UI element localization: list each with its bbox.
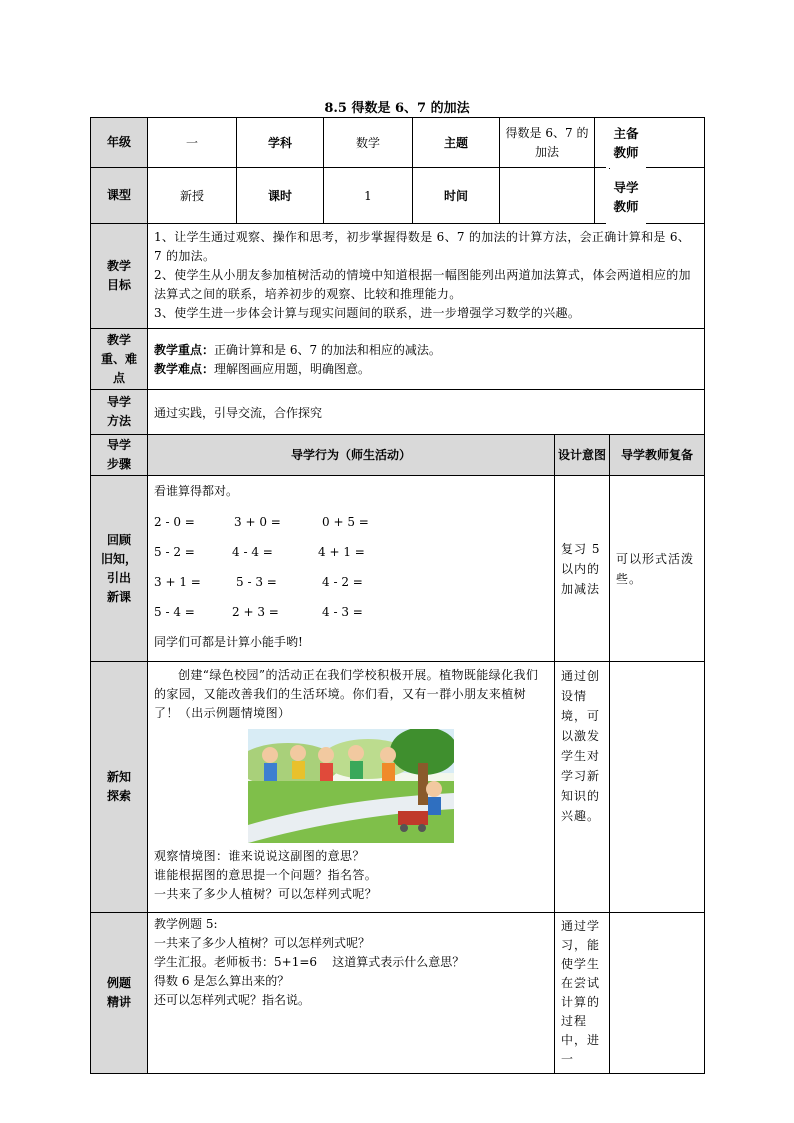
activity-header: 导学行为（师生活动） — [148, 435, 555, 476]
focus-text: 正确计算和是 6、7 的加法和相应的减法。 — [214, 343, 441, 357]
calc-item: 3 + 0 = — [234, 514, 281, 529]
example-line: 一共来了多少人植树？可以怎样列式呢？ — [154, 936, 371, 950]
objectives-row — [91, 224, 705, 329]
calc-item: 4 + 1 = — [318, 544, 365, 559]
explore-intent: 通过创设情境，可以激发学生对学习新知识的兴趣。 — [555, 662, 610, 913]
grade-label: 年级 — [91, 118, 148, 168]
review-prep: 可以形式活泼些。 — [610, 476, 705, 662]
guide-teacher-label: 导学教师 — [606, 169, 646, 224]
explore-label: 新知 探索 — [91, 662, 148, 913]
calc-row — [154, 567, 548, 597]
steps-header-row — [91, 435, 705, 476]
explore-paragraph: 创建“绿色校园”的活动正在我们学校积极开展。植物既能绿化我们的家园，又能改善我们的生活环境。你们看，又有一群小朋友来植树了！（出示例题情境图） — [154, 668, 539, 720]
objectives-content — [148, 224, 705, 329]
objective-item: 2、使学生从小朋友参加植树活动的情境中知道根据一幅图能列出两道加法算式，体会两道相应的加法算式之间的联系，培养初步的观察、比较和推理能力。 — [154, 268, 691, 301]
explore-prep — [610, 662, 705, 913]
explore-question: 一共来了多少人植树？可以怎样列式呢？ — [154, 887, 378, 901]
key-points-content — [148, 329, 705, 390]
methods-label: 导学 方法 — [91, 390, 148, 435]
key-points-row — [91, 329, 705, 390]
period-label: 课时 — [237, 168, 324, 224]
explore-question: 观察情境图：谁来说说这副图的意思？ — [154, 849, 365, 863]
intent-header: 设计意图 — [555, 435, 610, 476]
tree-planting-scene-image — [248, 729, 454, 843]
review-intent: 复习 5 以内的加减法 — [555, 476, 610, 662]
calc-item: 3 + 1 = — [154, 574, 201, 589]
grade-value: 一 — [148, 118, 237, 168]
calc-row — [154, 597, 548, 627]
review-row — [91, 476, 705, 662]
topic-value: 得数是 6、7 的加法 — [500, 118, 595, 168]
period-value: 1 — [324, 168, 413, 224]
calc-item: 4 - 2 = — [322, 574, 363, 589]
example-label: 例题 精讲 — [91, 913, 148, 1074]
calc-item: 2 - 0 = — [154, 514, 195, 529]
difficulty-label: 教学难点： — [154, 362, 215, 376]
time-label: 时间 — [413, 168, 500, 224]
explore-row — [91, 662, 705, 913]
calc-item: 2 + 3 = — [232, 604, 279, 619]
example-content — [148, 913, 555, 1074]
example-prep — [610, 913, 705, 1074]
type-value: 新授 — [148, 168, 237, 224]
explore-content — [148, 662, 555, 913]
calc-item: 5 - 2 = — [154, 544, 195, 559]
type-label: 课型 — [91, 168, 148, 224]
example-line: 得数 6 是怎么算出来的？ — [154, 974, 290, 988]
focus-label: 教学重点： — [154, 343, 215, 357]
prep-header: 导学教师复备 — [610, 435, 705, 476]
calc-item: 4 - 3 = — [322, 604, 363, 619]
difficulty-text: 理解图画应用题，明确图意。 — [214, 362, 371, 376]
methods-text: 通过实践，引导交流，合作探究 — [148, 390, 705, 435]
time-value — [500, 168, 595, 224]
teacher-label: 主备教师 — [606, 118, 646, 168]
example-row — [91, 913, 705, 1074]
review-content — [148, 476, 555, 662]
review-outro: 同学们可都是计算小能手哟! — [154, 635, 303, 649]
page-title: 8.5 得数是 6、7 的加法 — [324, 101, 470, 116]
example-line: 学生汇报。老师板书：5+1=6 这道算式表示什么意思？ — [154, 955, 465, 969]
explore-question: 谁能根据图的意思提一个问题？指名答。 — [154, 868, 378, 882]
example-line: 教学例题 5: — [154, 917, 218, 931]
methods-row — [91, 390, 705, 435]
calc-row — [154, 537, 548, 567]
objective-item: 3、使学生进一步体会计算与现实问题间的联系，进一步增强学习数学的兴趣。 — [154, 306, 581, 320]
topic-label: 主题 — [413, 118, 500, 168]
example-intent: 通过学习，能使学生在尝试计算的过程中，进一 — [555, 913, 610, 1074]
lesson-plan-table — [90, 117, 705, 1074]
objectives-label: 教学 目标 — [91, 224, 148, 329]
steps-label: 导学 步骤 — [91, 435, 148, 476]
calc-item: 4 - 4 = — [232, 544, 273, 559]
key-points-label: 教学 重、难 点 — [91, 329, 148, 390]
objective-item: 1、让学生通过观察、操作和思考，初步掌握得数是 6、7 的加法的计算方法，会正确计算和是 6、7 的加法。 — [154, 230, 691, 263]
subject-label: 学科 — [237, 118, 324, 168]
subject-value: 数学 — [324, 118, 413, 168]
calc-item: 5 - 3 = — [236, 574, 277, 589]
review-label: 回顾 旧知， 引出 新课 — [91, 476, 148, 662]
calc-row — [154, 507, 548, 537]
review-intro: 看谁算得都对。 — [154, 484, 239, 498]
calc-item: 0 + 5 = — [322, 514, 369, 529]
example-line: 还可以怎样列式呢？指名说。 — [154, 993, 311, 1007]
calc-item: 5 - 4 = — [154, 604, 195, 619]
